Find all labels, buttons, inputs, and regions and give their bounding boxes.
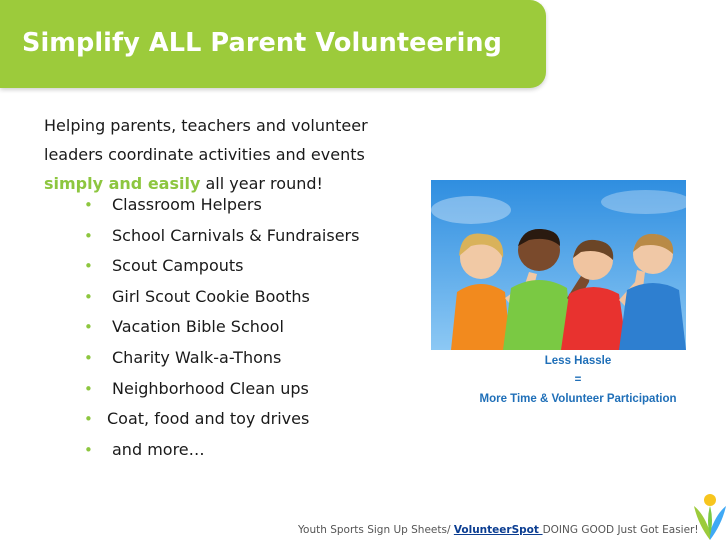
intro-line-1: Helping parents, teachers and volunteer <box>44 116 368 135</box>
footer-prefix: Youth Sports Sign Up Sheets/ <box>298 524 454 536</box>
tagline-line-3: More Time & Volunteer Participation <box>479 393 677 405</box>
photo-illustration <box>431 180 686 350</box>
bullet-icon: • <box>84 440 93 459</box>
title-banner <box>0 0 546 88</box>
kids-thumbs-up-photo <box>431 180 686 350</box>
tagline-equals: = <box>574 374 582 386</box>
bullet-icon: • <box>84 196 93 214</box>
volunteerspot-link[interactable]: VolunteerSpot <box>453 524 543 536</box>
bullet-icon: • <box>84 410 93 429</box>
bullet-icon: • <box>84 287 93 306</box>
intro-line-3-rest: all year round! <box>200 174 323 193</box>
bullet-icon: • <box>84 379 93 398</box>
tagline-line-1: Less Hassle <box>544 355 612 367</box>
bullet-icon: • <box>84 348 93 367</box>
bullet-icon: • <box>84 257 93 276</box>
bullet-icon: • <box>84 318 93 337</box>
intro-line-2: leaders coordinate activities and events <box>44 145 365 164</box>
highlight-text: simply and easily <box>44 174 201 193</box>
footer-suffix: DOING GOOD Just Got Easier! <box>542 524 699 536</box>
bullet-icon: • <box>84 226 93 245</box>
intro-text <box>44 111 389 198</box>
volunteerspot-logo-icon <box>692 486 728 542</box>
footer <box>298 524 699 536</box>
tagline <box>468 352 688 409</box>
slide-title: Simplify ALL Parent Volunteering <box>22 28 503 58</box>
